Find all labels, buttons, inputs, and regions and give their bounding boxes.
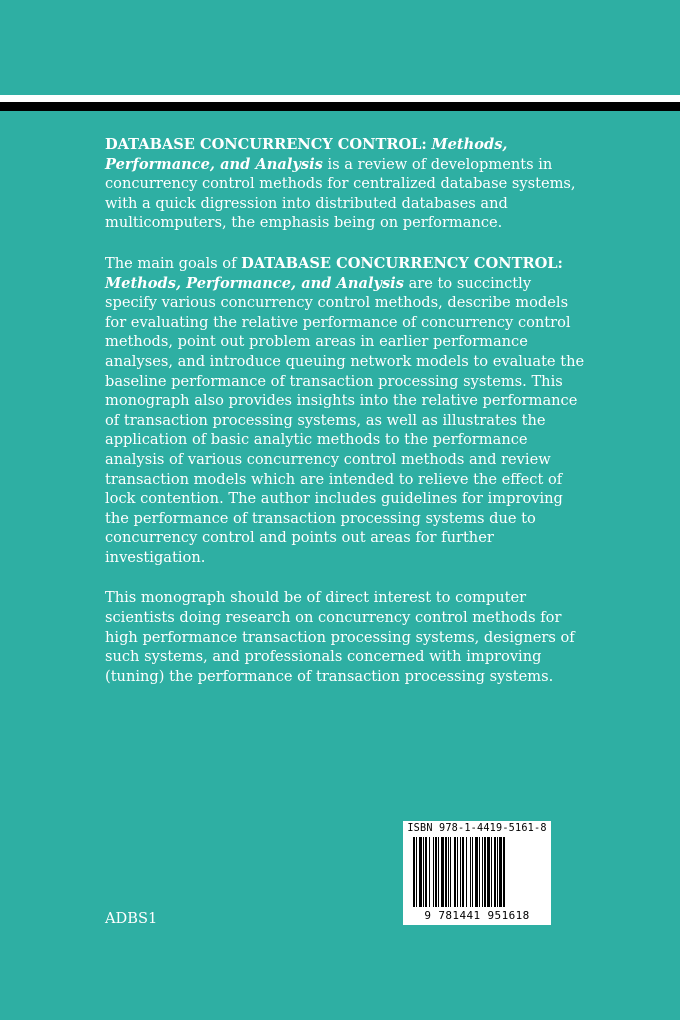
back-cover-text xyxy=(105,135,585,707)
series-code: ADBS1 xyxy=(105,910,158,927)
white-stripe xyxy=(0,95,680,102)
isbn-digits: 9 781441 951618 xyxy=(424,909,530,922)
paragraph-goals xyxy=(105,254,585,568)
audience-text: This monograph should be of direct interest to computer scientists doing research on concurrency control methods for high performance transaction processing systems, designers of such systems, and professionals concerned with improving (tuning) the performance of transaction processing systems. xyxy=(105,589,575,685)
summary-text: is a review of developments in concurrency control methods for centralized database systems, with a quick digression into distributed databases and multicomputers, the emphasis being on performance. xyxy=(105,155,576,232)
black-stripe xyxy=(0,102,680,111)
book-title-italic: Methods, Performance, and Analysis xyxy=(105,274,404,292)
goals-text: are to succinctly specify various concurrency control methods, describe models for evaluating the relative performance of concurrency control methods, point out problem areas in earlier performance analyses, and introduce queuing network models to evaluate the baseline performance of transaction processing systems. This monograph also provides insights into the relative performance of transaction processing systems, as well as illustrates the application of basic analytic methods to the performance analysis of various concurrency control methods and review transaction models which are intended to relieve the effect of lock contention. The author includes guidelines for improving the performance of transaction processing systems due to concurrency control and points out areas for further investigation. xyxy=(105,274,585,566)
goals-lead: The main goals of xyxy=(105,254,237,272)
isbn-label: ISBN 978-1-4419-5161-8 xyxy=(407,823,547,834)
book-title-bold: DATABASE CONCURRENCY CONTROL: xyxy=(105,136,427,153)
book-title-bold: DATABASE CONCURRENCY CONTROL: xyxy=(241,254,563,272)
barcode-bars xyxy=(413,837,541,907)
paragraph-summary xyxy=(105,135,585,233)
paragraph-audience xyxy=(105,588,585,686)
isbn-barcode xyxy=(403,821,551,925)
book-title-italic: Methods, Performance, and Analysis xyxy=(105,136,508,173)
